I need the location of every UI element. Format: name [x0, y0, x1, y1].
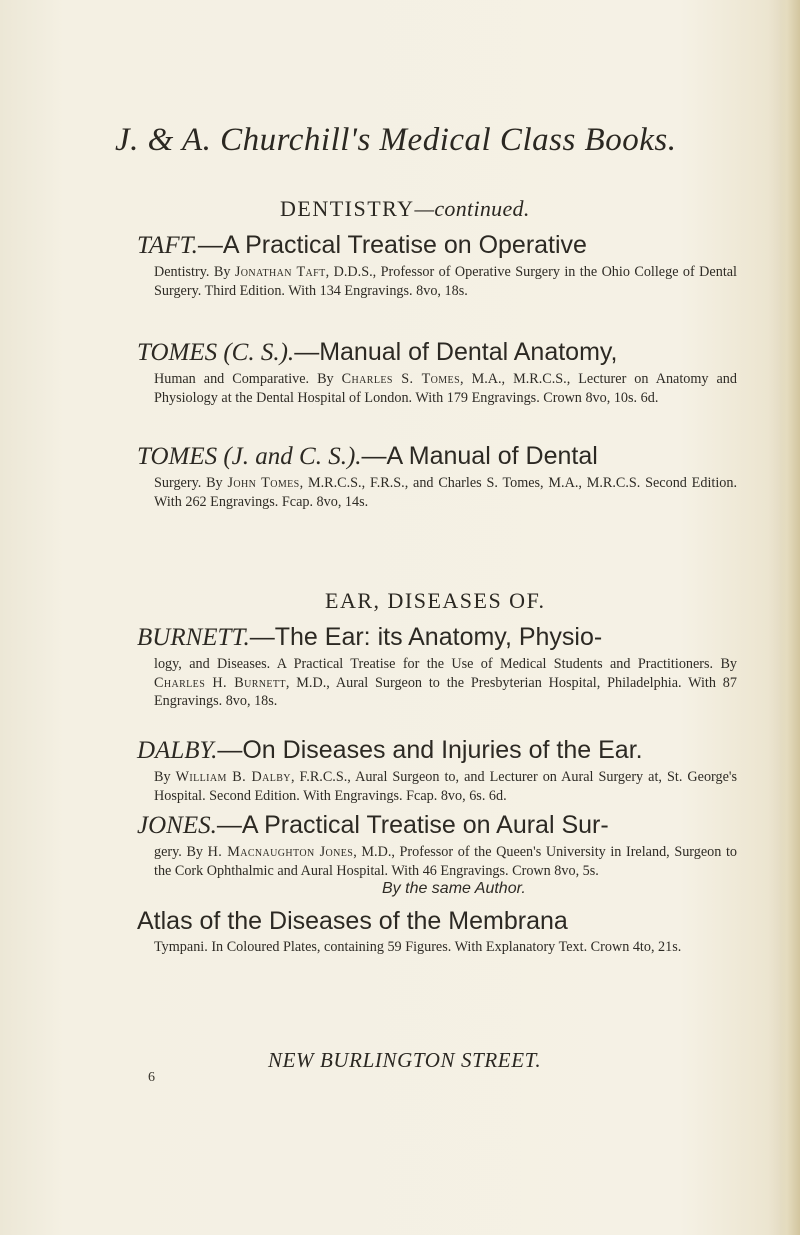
entry-title: [137, 441, 737, 472]
entry-author: TOMES (C. S.).: [137, 339, 295, 366]
entry-body-text: , M.A., M.R.C.S., Lecturer on Anatomy and Physiology at the Dental Hospital of London. With 179 Engravings. Crown 8vo, 10s. 6d.: [154, 371, 737, 406]
section-heading-text: EAR, DISEASES OF.: [325, 588, 546, 613]
entry-author: TAFT.: [137, 232, 198, 259]
entry-burnett: [137, 622, 737, 711]
entry-body-text: gery. By: [154, 844, 208, 860]
entry-author-name: H. Macnaughton Jones: [207, 844, 354, 860]
entry-body-text: , F.R.C.S., Aural Surgeon to, and Lecturer on Aural Surgery at, St. George's Hospital. Second Edition. With Engravings. Fcap. 8vo, 6s. 6d.: [154, 769, 737, 804]
entry-body-text: , M.D., Aural Surgeon to the Presbyterian Hospital, Philadelphia. With 87 Engravings. 8vo, 18s.: [154, 674, 737, 709]
entry-body-text: , D.D.S., Professor of Operative Surgery in the Ohio College of Dental Surgery. Third Edition. With 134 Engravings. 8vo, 18s.: [154, 264, 737, 299]
entry-title-text: —A Manual of Dental: [361, 442, 598, 470]
entry-jones: [137, 810, 737, 880]
entry-title-text: Atlas of the Diseases of the Membrana: [137, 907, 568, 935]
entry-title: [137, 337, 737, 368]
entry-title-text: —A Practical Treatise on Aural Sur-: [216, 811, 609, 839]
entry-tomes-cs: [137, 337, 737, 407]
entry-author-name: William B. Dalby: [175, 769, 291, 785]
entry-author-name: Charles S. Tomes: [341, 371, 461, 387]
entry-title-text: —On Diseases and Injuries of the Ear.: [217, 736, 643, 764]
entry-title-text: —A Practical Treatise on Operative: [197, 231, 587, 259]
entry-author: DALBY.: [137, 737, 218, 764]
entry-body-text: , M.R.C.S., F.R.S., and Charles S. Tomes, M.A., M.R.C.S. Second Edition. With 262 Engravings. Fcap. 8vo, 14s.: [154, 475, 738, 510]
entry-author-name: Charles H. Burnett: [154, 674, 286, 691]
entry-taft: [137, 230, 737, 300]
entry-title: [137, 810, 737, 841]
entry-author-name: Jonathan Taft: [234, 264, 326, 280]
entry-dalby: [137, 735, 737, 805]
entry-author-name: John Tomes: [227, 475, 300, 491]
entry-title-text: —The Ear: its Anatomy, Physio-: [249, 623, 603, 651]
same-author-note: By the same Author.: [382, 880, 526, 897]
entry-body-text: By: [154, 769, 176, 785]
page-edge-shadow: [778, 0, 800, 1235]
entry-author: BURNETT.: [137, 624, 250, 651]
entry-body-text: Dentistry. By: [154, 264, 235, 280]
entry-body-text: , M.D., Professor of the Queen's University in Ireland, Surgeon to the Cork Ophthalmic and Aural Hospital. With 46 Engravings. Crown 8vo, 5s.: [154, 844, 737, 879]
section-heading-text: DENTISTRY: [280, 196, 415, 221]
entry-body-text: Human and Comparative. By: [154, 371, 342, 387]
entry-atlas: [137, 906, 737, 957]
entry-description: Tympani. In Coloured Plates, containing 59 Figures. With Explanatory Text. Crown 4to, 21s.: [154, 939, 682, 955]
entry-title: [137, 230, 737, 261]
entry-author: TOMES (J. and C. S.).: [137, 443, 362, 470]
entry-title-text: —Manual of Dental Anatomy,: [294, 338, 618, 366]
entry-author: JONES.: [137, 812, 217, 839]
entry-title: [137, 906, 737, 936]
section-heading-dentistry: [280, 196, 530, 222]
section-heading-ear: [325, 588, 546, 614]
entry-body-text: logy, and Diseases. A Practical Treatise for the Use of Medical Students and Practitioners. By: [154, 656, 737, 672]
entry-description: [154, 263, 737, 300]
section-heading-suffix: —continued.: [414, 196, 530, 221]
entry-tomes-j-cs: [137, 441, 737, 511]
entry-description: [154, 843, 737, 880]
entry-title: [137, 622, 737, 653]
entry-description: [154, 474, 737, 511]
entry-body-text: Surgery. By: [154, 475, 228, 491]
entry-description: [154, 370, 737, 407]
entry-title: [137, 735, 737, 766]
running-head: J. & A. Churchill's Medical Class Books.: [115, 122, 677, 158]
entry-description: [154, 768, 737, 805]
entry-description: [154, 655, 737, 711]
page-number: 6: [148, 1070, 155, 1085]
footer-address: NEW BURLINGTON STREET.: [268, 1048, 542, 1072]
